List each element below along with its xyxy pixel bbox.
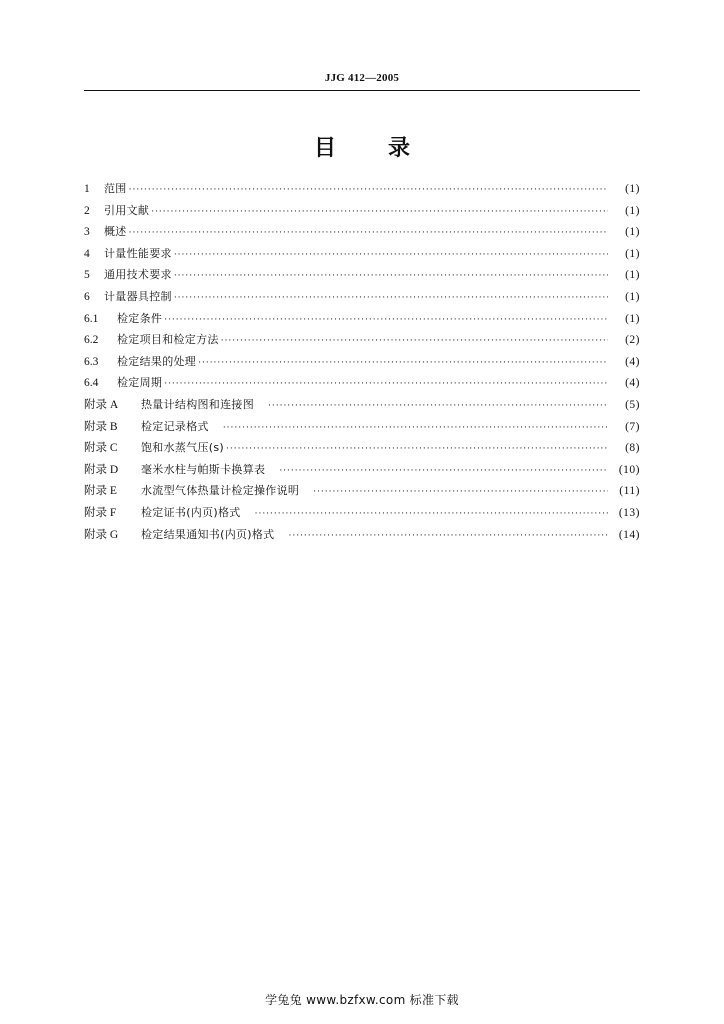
toc-entry-label: 热量计结构图和连接图 xyxy=(141,397,254,411)
toc-entry-label: 检定结果的处理 xyxy=(117,354,197,368)
footer-watermark: 学兔兔 www.bzfxw.com 标准下载 xyxy=(265,993,459,1007)
title-char-2: 录 xyxy=(388,136,411,161)
toc-entry-page: (1) xyxy=(625,204,640,217)
toc-entry-page: (10) xyxy=(618,463,640,476)
toc-entry[interactable] xyxy=(84,178,640,200)
toc-entry[interactable] xyxy=(84,502,640,524)
toc-leader-dots xyxy=(221,331,608,353)
toc-entry-label: 检定记录格式 xyxy=(141,419,209,433)
toc-entry-label: 毫米水柱与帕斯卡换算表 xyxy=(141,462,266,476)
toc-entry-label: 计量性能要求 xyxy=(104,246,172,260)
document-code: JJG 412—2005 xyxy=(324,72,400,84)
toc-leader-dots xyxy=(268,396,608,418)
toc-entry[interactable] xyxy=(84,372,640,394)
toc-entry-label: 通用技术要求 xyxy=(104,268,172,282)
toc-entry-page: (1) xyxy=(625,269,640,282)
toc-entry[interactable] xyxy=(84,286,640,308)
toc-entry-page: (1) xyxy=(625,290,640,303)
toc-leader-dots xyxy=(313,482,608,504)
toc-leader-dots xyxy=(226,439,608,461)
table-of-contents xyxy=(84,178,640,545)
toc-entry-number: 5 xyxy=(84,269,90,282)
toc-entry-number: 附录 E xyxy=(84,485,117,498)
toc-entry-label: 概述 xyxy=(104,225,127,239)
toc-entry-label: 检定条件 xyxy=(117,311,163,325)
toc-leader-dots xyxy=(129,223,608,245)
toc-entry-number: 1 xyxy=(84,183,90,195)
toc-entry-number: 附录 C xyxy=(84,442,118,455)
toc-entry-page: (1) xyxy=(625,226,640,239)
toc-entry-page: (14) xyxy=(618,528,640,541)
toc-entry[interactable] xyxy=(84,480,640,502)
toc-entry[interactable] xyxy=(84,524,640,546)
toc-entry-page: (8) xyxy=(625,442,640,455)
toc-entry-number: 2 xyxy=(84,204,90,217)
toc-entry[interactable] xyxy=(84,200,640,222)
toc-entry[interactable] xyxy=(84,437,640,459)
toc-leader-dots xyxy=(174,288,608,310)
toc-leader-dots xyxy=(223,418,608,440)
toc-entry[interactable] xyxy=(84,329,640,351)
toc-entry-page: (2) xyxy=(625,334,640,347)
toc-entry-number: 6.3 xyxy=(84,355,99,368)
toc-entry-page: (1) xyxy=(625,247,640,260)
toc-leader-dots xyxy=(198,353,608,375)
toc-leader-dots xyxy=(255,504,608,526)
toc-entry[interactable] xyxy=(84,221,640,243)
toc-entry-label: 检定项目和检定方法 xyxy=(117,333,219,347)
toc-entry[interactable] xyxy=(84,416,640,438)
title-char-1: 目 xyxy=(313,136,336,161)
toc-entry-label: 检定周期 xyxy=(117,376,163,390)
toc-leader-dots xyxy=(174,245,608,267)
toc-entry-page: (5) xyxy=(625,398,640,411)
toc-entry-label: 饱和水蒸气压(s) xyxy=(141,441,225,455)
toc-entry-number: 6.1 xyxy=(84,312,99,325)
toc-entry-number: 附录 G xyxy=(84,528,119,541)
toc-entry[interactable] xyxy=(84,394,640,416)
toc-entry-page: (4) xyxy=(625,355,640,368)
toc-leader-dots xyxy=(279,461,608,483)
toc-leader-dots xyxy=(151,202,608,224)
toc-entry-number: 6.2 xyxy=(84,334,99,347)
toc-entry-label: 范围 xyxy=(104,182,127,195)
toc-entry-number: 6.4 xyxy=(84,377,99,390)
toc-leader-dots xyxy=(129,180,608,202)
toc-entry-page: (7) xyxy=(625,420,640,433)
toc-entry-number: 4 xyxy=(84,247,90,260)
toc-entry[interactable] xyxy=(84,264,640,286)
toc-entry-page: (13) xyxy=(618,506,640,519)
toc-entry-number: 附录 B xyxy=(84,420,118,433)
header-rule xyxy=(84,90,640,91)
page-title xyxy=(0,131,724,162)
toc-entry-page: (1) xyxy=(625,183,640,195)
toc-entry-number: 附录 D xyxy=(84,463,119,476)
toc-entry[interactable] xyxy=(84,243,640,265)
toc-entry-number: 附录 A xyxy=(84,398,119,411)
toc-entry-label: 检定证书(内页)格式 xyxy=(141,505,241,519)
toc-entry-label: 检定结果通知书(内页)格式 xyxy=(141,527,275,541)
toc-entry-page: (1) xyxy=(625,312,640,325)
toc-entry[interactable] xyxy=(84,351,640,373)
toc-leader-dots xyxy=(164,374,608,396)
toc-entry-page: (4) xyxy=(625,377,640,390)
toc-leader-dots xyxy=(164,310,608,332)
toc-entry[interactable] xyxy=(84,459,640,481)
toc-leader-dots xyxy=(288,526,608,548)
toc-entry-number: 附录 F xyxy=(84,506,117,519)
toc-entry-label: 计量器具控制 xyxy=(104,289,172,303)
toc-entry-number: 3 xyxy=(84,226,90,239)
toc-leader-dots xyxy=(174,266,608,288)
toc-entry-page: (11) xyxy=(619,485,640,498)
toc-entry-number: 6 xyxy=(84,290,90,303)
toc-entry[interactable] xyxy=(84,308,640,330)
toc-entry-label: 水流型气体热量计检定操作说明 xyxy=(141,484,300,498)
toc-entry-label: 引用文献 xyxy=(104,203,150,217)
